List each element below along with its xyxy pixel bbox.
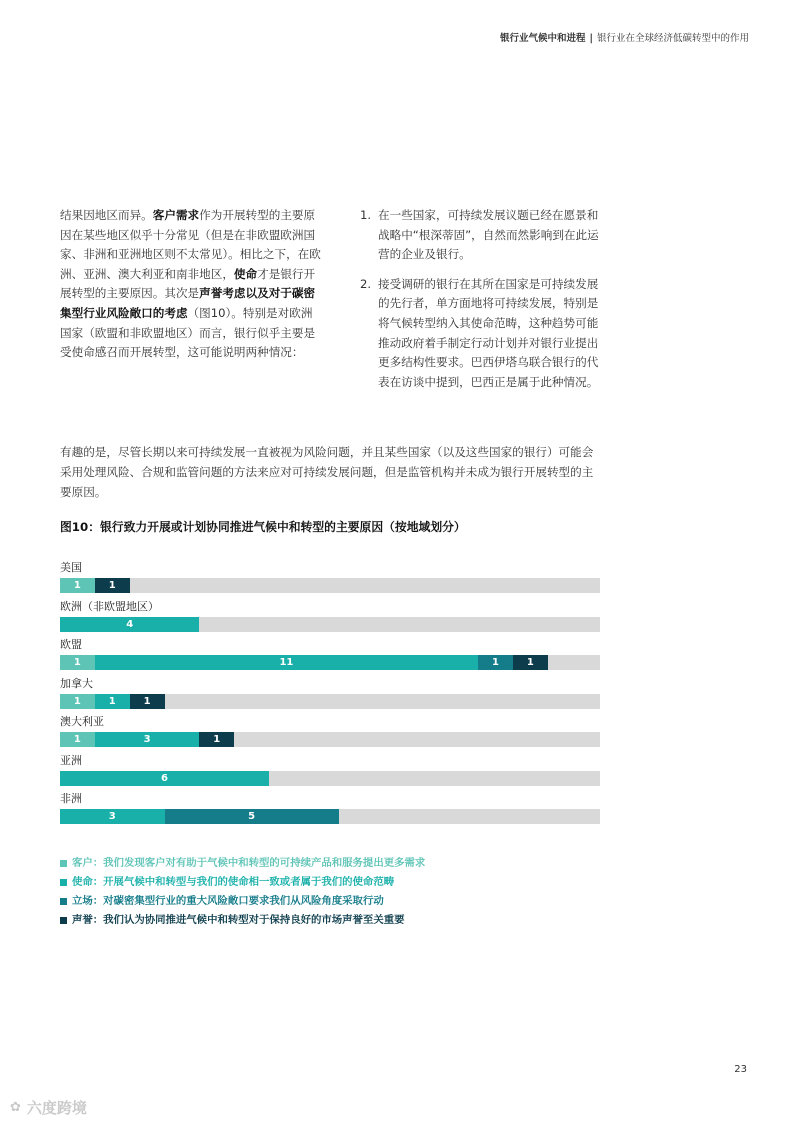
- chart-row: [60, 791, 600, 830]
- legend-label: 立场：对碳密集型行业的重大风险敞口要求我们从风险角度采取行动: [72, 895, 384, 907]
- page-number: 23: [734, 1064, 747, 1075]
- list-item-text: 接受调研的银行在其所在国家是可持续发展的先行者，单方面地将可持续发展，特别是将气候转型纳入其使命范畴，这种趋势可能推动政府着手制定行动计划并对银行业提出更多结构性要求。巴西伊塔乌联合银行的代表在访谈中提到，巴西正是属于此种情况。: [378, 276, 599, 389]
- bar-segment: 1: [60, 655, 95, 670]
- left-bold-3: 声誉考虑以及对于碳密集型行业风险敞口的考虑: [60, 286, 316, 320]
- header-title: 银行业气候中和进程: [499, 33, 586, 44]
- bar-segment: 3: [95, 732, 200, 747]
- bar-segment: 1: [478, 655, 513, 670]
- chart-legend: [60, 854, 425, 930]
- chart-row: [60, 637, 600, 676]
- list-item-text: 在一些国家，可持续发展议题已经在愿景和战略中“根深蒂固”，自然而然影响到在此运营的企业及银行。: [378, 208, 599, 262]
- stacked-bar-chart: [60, 560, 600, 830]
- chart-row: [60, 753, 600, 792]
- category-label: 美国: [60, 561, 82, 574]
- left-bold-1: 客户需求: [152, 208, 200, 222]
- legend-label: 客户：我们发现客户对有助于气候中和转型的可持续产品和服务提出更多需求: [72, 857, 426, 869]
- chart-row: [60, 599, 600, 638]
- bar-track: [60, 617, 600, 632]
- left-text-4: （图10）。特别是对欧洲国家（欧盟和非欧盟地区）而言，银行似乎主要是受使命感召而开展转型，这可能说明两种情况：: [60, 305, 316, 360]
- left-text-3: 才是银行开展转型的主要原因。其次是: [60, 266, 316, 301]
- right-column-list: [360, 206, 600, 402]
- bar-segment: 3: [60, 809, 165, 824]
- bar-track: [60, 771, 600, 786]
- bar-segment: 1: [60, 578, 95, 593]
- left-column-text: [60, 206, 324, 363]
- chart-row: [60, 714, 600, 753]
- body-paragraph: 有趣的是，尽管长期以来可持续发展一直被视为风险问题，并且某些国家（以及这些国家的银行）可能会采用处理风险、合规和监管问题的方法来应对可持续发展问题，但是监管机构并未成为银行开展转型的主要原因。: [60, 445, 594, 499]
- legend-swatch: [60, 860, 67, 867]
- bar-segment: 1: [60, 694, 95, 709]
- left-bold-2: 使命: [233, 266, 258, 281]
- left-text-2: 作为开展转型的主要原因在某些地区似乎十分常见（但是在非欧盟欧洲国家、非洲和亚洲地区则不太常见）。相比之下，在欧洲、亚洲、澳大利亚和南非地区，: [60, 208, 321, 281]
- bar-track: [60, 732, 600, 747]
- list-item: [360, 206, 600, 265]
- bar-track: [60, 578, 600, 593]
- category-label: 亚洲: [60, 753, 82, 767]
- figure-title: 图10：银行致力开展或计划协同推进气候中和转型的主要原因（按地域划分）: [60, 520, 466, 534]
- bar-segment: 1: [130, 694, 165, 709]
- chart-row: [60, 676, 600, 715]
- legend-swatch: [60, 917, 67, 924]
- bar-track: [60, 809, 600, 824]
- bar-segment: 4: [60, 617, 199, 632]
- legend-item: [60, 854, 425, 873]
- bar-segment: 1: [95, 578, 130, 593]
- bar-segment: 6: [60, 771, 269, 786]
- legend-label: 声誉：我们认为协同推进气候中和转型对于保持良好的市场声誉至关重要: [72, 914, 405, 926]
- list-item-number: 2.: [360, 276, 372, 291]
- bar-segment: 1: [60, 732, 95, 747]
- bar-segment: 1: [199, 732, 234, 747]
- header-separator: |: [589, 33, 593, 44]
- bar-segment: 11: [95, 655, 478, 670]
- legend-swatch: [60, 879, 67, 886]
- header-subtitle: 银行业在全球经济低碳转型中的作用: [596, 33, 749, 44]
- legend-swatch: [60, 898, 67, 905]
- watermark: [10, 1097, 87, 1118]
- legend-item: [60, 911, 425, 930]
- list-item: [360, 275, 600, 393]
- category-label: 非洲: [60, 792, 82, 805]
- bar-track: [60, 655, 600, 670]
- category-label: 欧盟: [60, 638, 82, 651]
- bar-segment: 1: [95, 694, 130, 709]
- legend-label: 使命：开展气候中和转型与我们的使命相一致或者属于我们的使命范畴: [72, 876, 395, 888]
- watermark-logo-icon: ✿: [10, 1100, 21, 1115]
- legend-item: [60, 892, 425, 911]
- bar-track: [60, 694, 600, 709]
- category-label: 欧洲（非欧盟地区）: [60, 599, 159, 613]
- bar-segment: 5: [165, 809, 339, 824]
- legend-item: [60, 873, 425, 892]
- running-header: [500, 30, 749, 44]
- category-label: 加拿大: [60, 676, 93, 690]
- chart-row: [60, 560, 600, 599]
- bar-segment: 1: [513, 655, 548, 670]
- watermark-text: 六度跨境: [26, 1099, 87, 1117]
- left-text-1: 结果因地区而异。: [60, 208, 153, 222]
- category-label: 澳大利亚: [60, 715, 104, 728]
- list-item-number: 1.: [360, 208, 372, 222]
